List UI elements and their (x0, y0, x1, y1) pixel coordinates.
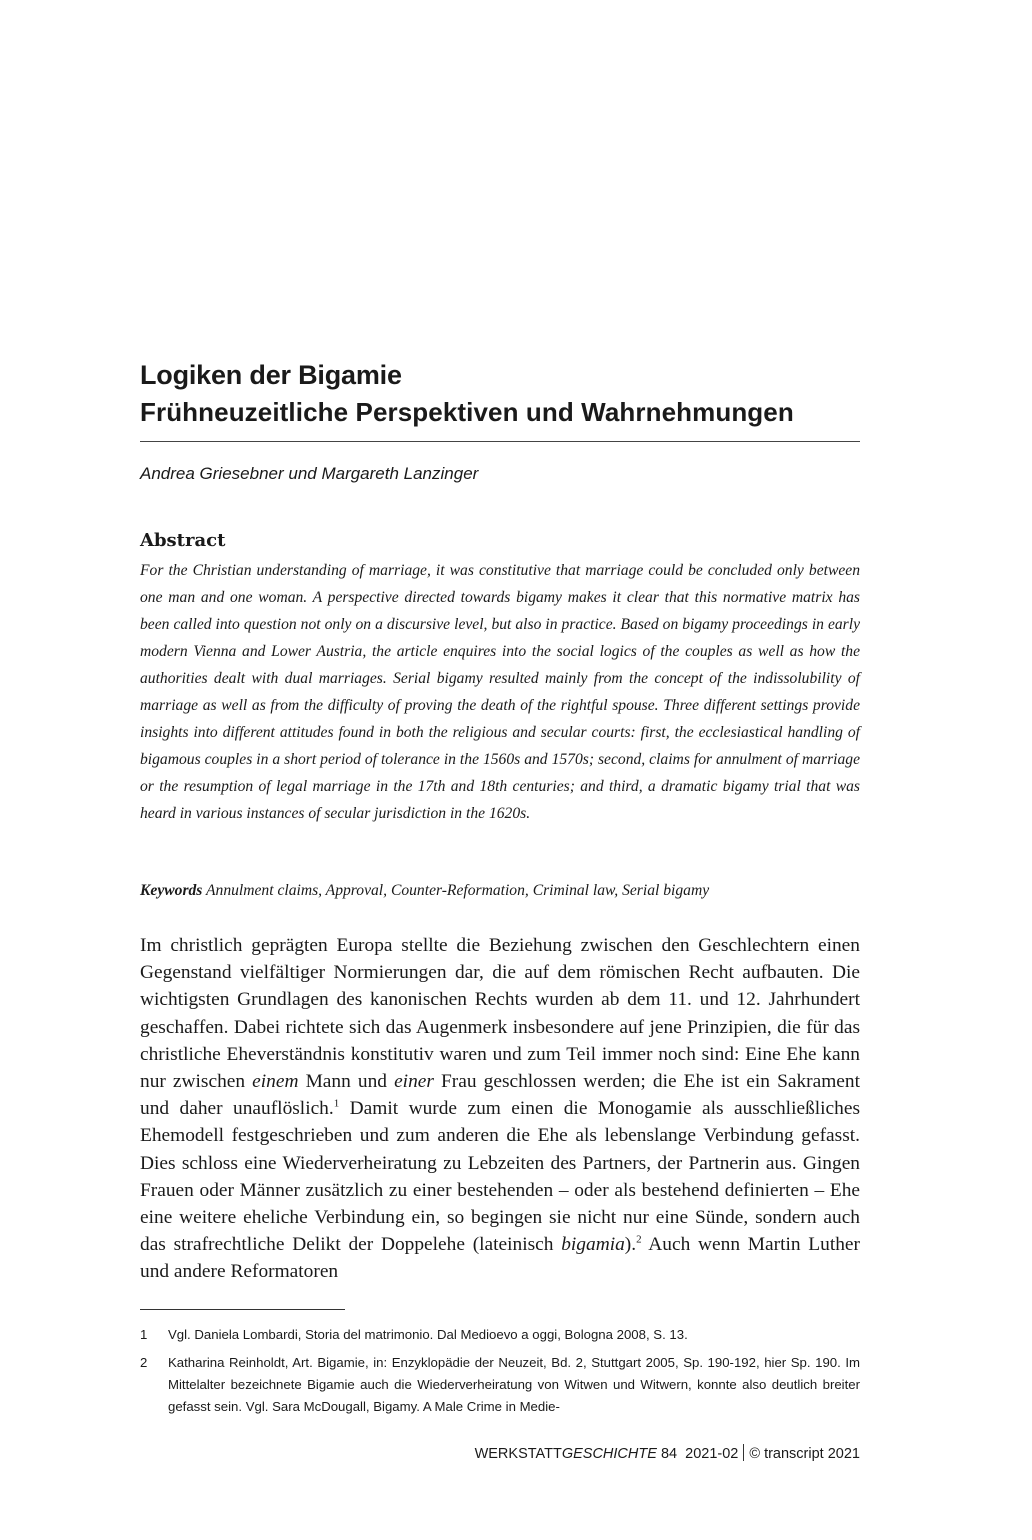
footer-separator (743, 1444, 744, 1461)
footnotes (140, 1324, 860, 1424)
journal-issue-number: 84 (660, 1446, 678, 1462)
footnote-ref-1[interactable]: 1 (333, 1097, 340, 1110)
footnote-item (140, 1352, 860, 1418)
footnote-ref-2[interactable]: 2 (636, 1233, 642, 1246)
footnote-number: 2 (140, 1355, 148, 1370)
footnote-divider (140, 1309, 345, 1310)
article-authors: Andrea Griesebner und Margareth Lanzinger (140, 464, 479, 483)
article-title: Logiken der Bigamie (140, 360, 402, 390)
body-text-segment: Frau geschlossen werden; die Ehe ist ein Sakrament und daher unauflöslich. (140, 1071, 860, 1120)
title-divider (140, 441, 860, 442)
journal-year-issue: 2021-02 (685, 1446, 739, 1462)
body-text-segment: ). (624, 1234, 637, 1256)
footnote-text: Katharina Reinholdt, Art. Bigamie, in: Enzyklopädie der Neuzeit, Bd. 2, Stuttgart 2005, Sp. 190-192, hier Sp. 190. Im Mittelalter bezeichnete Bigamie auch die Wiederverheiratung von Witwen und Witwern, konnte also deutlich breiter gefasst sein. Vgl. Sara McDougall, Bigamy. A Male Crime in Medie- (168, 1355, 860, 1414)
page-footer (475, 1444, 860, 1462)
journal-name-part1: WERKSTATT (474, 1446, 562, 1462)
body-text-segment: Auch wenn Martin Luther und andere Reformatoren (140, 1234, 860, 1283)
article-subtitle: Frühneuzeitliche Perspektiven und Wahrnehmungen (140, 397, 794, 427)
footnote-number: 1 (140, 1327, 148, 1342)
keywords-label: Keywords (140, 882, 203, 899)
body-emphasis: einem (252, 1071, 299, 1093)
keywords-list: Annulment claims, Approval, Counter-Reformation, Criminal law, Serial bigamy (206, 882, 710, 899)
body-paragraph (140, 932, 860, 1286)
footnote-text: Vgl. Daniela Lombardi, Storia del matrimonio. Dal Medioevo a oggi, Bologna 2008, S. 13. (168, 1327, 688, 1342)
body-text-segment: Im christlich geprägten Europa stellte die Beziehung zwischen den Geschlechtern einen Gegenstand vielfältiger Normierungen dar, die auf dem römischen Recht aufbauten. Die wichtigsten Grundlagen des kanonischen Rechts wurden ab dem 11. und 12. Jahrhundert geschaffen. Dabei richtete sich das Augenmerk insbesondere auf jene Prinzipien, die für das christliche Eheverständnis konstitutiv waren und zum Teil immer noch sind: Eine Ehe kann nur zwischen (140, 935, 860, 1093)
abstract-heading: Abstract (140, 530, 226, 551)
body-emphasis: bigamia (561, 1234, 625, 1256)
keywords-line (140, 882, 860, 900)
body-text-segment: Mann und (298, 1071, 395, 1093)
body-text-segment: Damit wurde zum einen die Monogamie als ausschließliches Ehemodell festgeschrieben und zum anderen die Ehe als lebenslange Verbindung gefasst. Dies schloss eine Wiederverheiratung zu Lebzeiten des Partners, der Partnerin aus. Gingen Frauen oder Männer zusätzlich zu einer bestehenden – oder als bestehend definierten – Ehe eine weitere eheliche Verbindung ein, so begingen sie nicht nur eine Sünde, sondern auch das strafrechtliche Delikt der Doppelehe (lateinisch (140, 1098, 860, 1256)
body-emphasis: einer (394, 1071, 434, 1093)
footnote-item (140, 1324, 860, 1346)
abstract-text: For the Christian understanding of marriage, it was constitutive that marriage could be concluded only between one man and one woman. A perspective directed towards bigamy makes it clear that this normative matrix has been called into question not only on a discursive level, but also in practice. Based on bigamy proceedings in early modern Vienna and Lower Austria, the article enquires into the social logics of the couples as well as how the authorities dealt with dual marriages. Serial bigamy resulted mainly from the concept of the indissolubility of marriage as well as from the difficulty of proving the death of the rightful spouse. Three different settings provide insights into different attitudes found in both the religious and secular courts: first, the ecclesiastical handling of bigamous couples in a short period of tolerance in the 1560s and 1570s; second, claims for annulment of marriage or the resumption of legal marriage in the 17th and 18th centuries; and third, a dramatic bigamy trial that was heard in various instances of secular jurisdiction in the 1620s. (140, 562, 860, 822)
journal-name-part2: GESCHICHTE (561, 1446, 657, 1462)
footer-copyright: © transcript 2021 (749, 1446, 860, 1462)
